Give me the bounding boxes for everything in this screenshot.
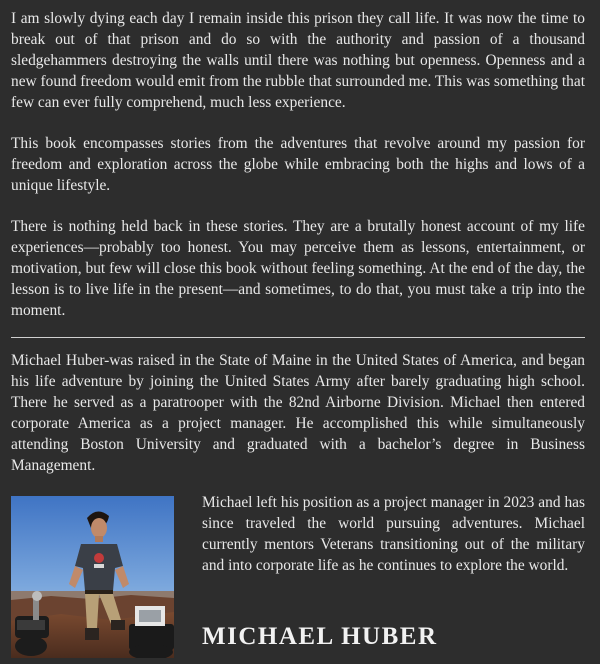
bio-paragraph-2: Michael left his position as a project manager in 2023 and has since traveled the world pursuing adventures. Michael currently mentors Veterans transitioning out of the military and into corporate life as he continues to explore the world. <box>202 494 585 574</box>
intro-paragraph-3: There is nothing held back in these stories. They are a brutally honest account of my life experiences—probably too honest. You may perceive them as lessons, entertainment, or motivation, but few will close this book without feeling something. At the end of the day, the lesson is to live life in the present—and sometimes, to do that, you must take a trip into the moment. <box>11 218 585 319</box>
author-name: MICHAEL HUBER <box>202 623 438 650</box>
author-photo <box>11 496 174 658</box>
bio-paragraph-1: Michael Huber-was raised in the State of Maine in the United States of America, and began his life adventure by joining the United States Army after barely graduating high school. There he served as a paratrooper with the 82nd Airborne Division. Michael then entered corporate America as a project manager. He accomplished this while simultaneously attending Boston University and graduated with a bachelor’s degree in Business Management. <box>11 352 585 474</box>
intro-paragraph-1: I am slowly dying each day I remain inside this prison they call life. It was now the time to break out of that prison and do so with the authority and passion of a thousand sledgehammers destroying the walls until there was nothing but openness. Openness and a new found freedom would emit from the rubble that surrounded me. This was something that few can ever fully comprehend, much less experience. <box>11 10 585 111</box>
intro-paragraph-2: This book encompasses stories from the adventures that revolve around my passion for freedom and exploration across the globe while embracing both the highs and lows of a unique lifestyle. <box>11 135 585 194</box>
section-divider <box>11 337 585 338</box>
